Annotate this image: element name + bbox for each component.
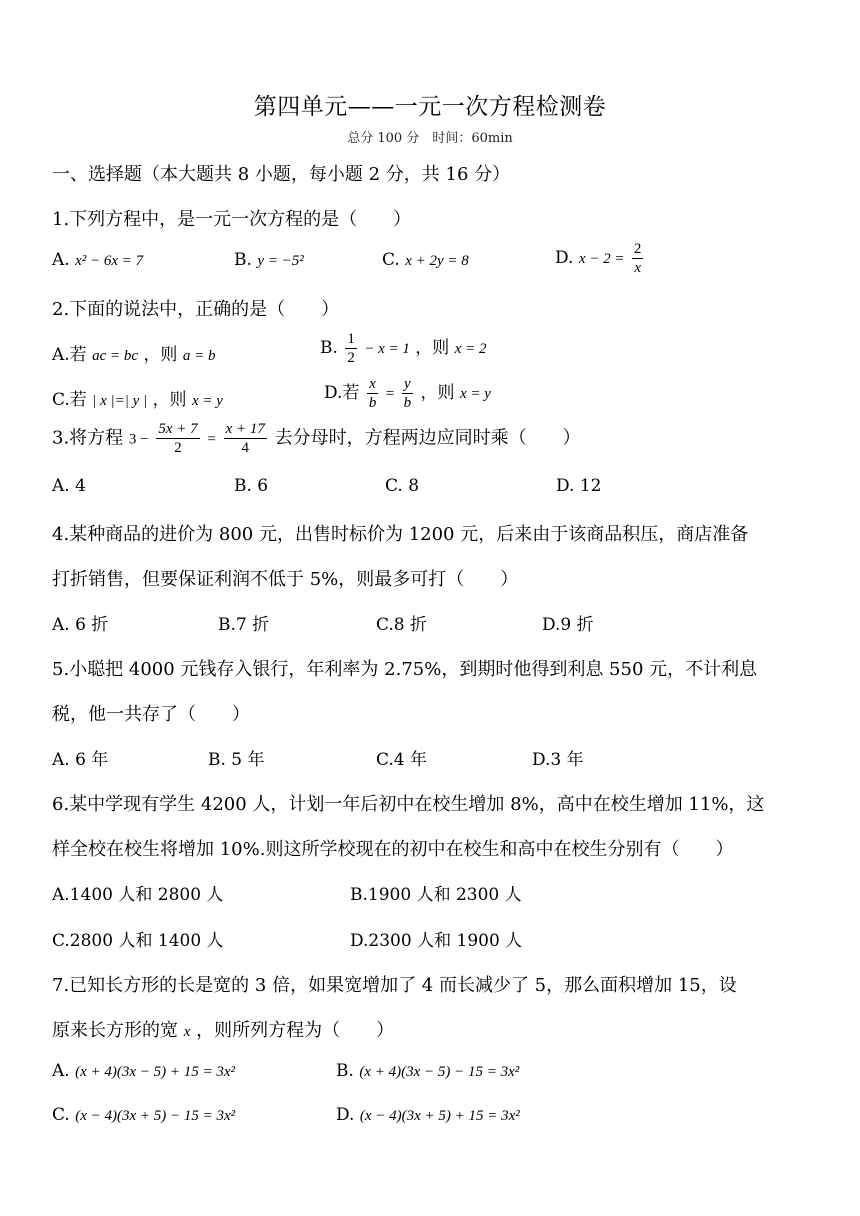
option-label: D.若 [324, 383, 360, 403]
q2-option-b-fraction [345, 330, 357, 367]
q2-option-a-result: a = b [182, 348, 216, 364]
q2-option-d-fraction-2 [402, 375, 414, 412]
q3-lead: 3 − [128, 431, 149, 448]
question-6-stem-line-1: 6.某中学现有学生 4200 人，计划一年后初中在校生增加 8%，高中在校生增加 11%，这 [52, 794, 765, 815]
page-title: 第四单元——一元一次方程检测卷 [253, 94, 607, 120]
q2-option-c-result: x = y [191, 393, 223, 409]
equals-sign: = [207, 431, 216, 448]
stem-prefix: 3.将方程 [52, 427, 124, 449]
q7-option-d [336, 1105, 520, 1125]
q6-option-b: B.1900 人和 2300 人 [350, 885, 522, 905]
equals-sign: = [385, 386, 395, 402]
denominator: 2 [347, 350, 355, 366]
denominator: b [403, 395, 412, 411]
q1-option-b [234, 250, 304, 270]
q3-option-c: C. 8 [385, 476, 420, 496]
variable-x: x [183, 1024, 191, 1040]
q7-option-c [52, 1105, 235, 1125]
then-label: ，则 [415, 338, 450, 358]
denominator: b [368, 395, 377, 411]
q5-option-a: A. 6 年 [52, 750, 109, 770]
q3-fraction-1 [156, 420, 199, 457]
question-4-stem-line-1: 4.某种商品的进价为 800 元，出售时标价为 1200 元，后来由于该商品积压，商店准备 [52, 524, 749, 545]
q2-option-c [52, 385, 223, 410]
question-7-stem-line-1: 7.已知长方形的长是宽的 3 倍，如果宽增加了 4 而长减少了 5，那么面积增加 15，设 [52, 975, 737, 996]
option-label: A. [52, 250, 70, 270]
numerator: 1 [347, 331, 355, 347]
q2-option-a [52, 340, 215, 365]
q6-option-a: A.1400 人和 2800 人 [52, 885, 224, 905]
q2-option-d [324, 375, 491, 412]
q4-option-b: B.7 折 [218, 615, 270, 635]
q7-option-b-math: (x + 4)(3x − 5) − 15 = 3x² [359, 1064, 520, 1080]
question-3-stem [52, 420, 581, 457]
option-label: B. [320, 338, 338, 358]
question-6-stem-line-2: 样全校在校生将增加 10%.则这所学校现在的初中在校生和高中在校生分别有（ ） [52, 839, 734, 860]
question-7-stem-line-2 [52, 1016, 394, 1042]
q6-option-d: D.2300 人和 1900 人 [350, 931, 523, 951]
q7-option-c-math: (x − 4)(3x + 5) − 15 = 3x² [75, 1108, 236, 1124]
q1-option-d-math: x − 2 = [578, 251, 625, 267]
option-label: C.若 [52, 390, 87, 410]
option-label: B. [234, 250, 252, 270]
q4-option-c: C.8 折 [376, 615, 428, 635]
option-label: C. [382, 250, 400, 270]
question-4-stem-line-2: 打折销售，但要保证利润不低于 5%，则最多可打（ ） [52, 569, 519, 590]
denominator: 4 [241, 440, 249, 456]
q2-option-d-result: x = y [459, 386, 491, 402]
denominator: x [634, 260, 641, 276]
numerator: x [367, 375, 379, 394]
q2-option-b-math: − x = 1 [364, 341, 410, 357]
option-label: D. [336, 1105, 355, 1125]
stem-suffix: ，则所列方程为（ ） [196, 1020, 395, 1041]
q7-option-b [336, 1061, 519, 1081]
then-label: ，则 [143, 345, 178, 365]
q5-option-c: C.4 年 [376, 750, 428, 770]
option-label: D. [555, 248, 574, 268]
page-subtitle: 总分 100 分 时间：60min [347, 131, 513, 146]
denominator: 2 [174, 440, 182, 456]
q2-option-b [320, 330, 486, 367]
question-1-stem: 1.下列方程中，是一元一次方程的是（ ） [52, 209, 412, 230]
q1-option-d [555, 240, 645, 277]
q3-option-d: D. 12 [556, 476, 602, 496]
stem-suffix: 去分母时，方程两边应同时乘（ ） [274, 427, 581, 449]
numerator: 5x + 7 [158, 421, 198, 437]
q2-option-a-math: ac = bc [92, 348, 139, 364]
stem-prefix: 原来长方形的宽 [52, 1020, 178, 1041]
q7-option-a-math: (x + 4)(3x − 5) + 15 = 3x² [75, 1064, 236, 1080]
q3-fraction-2 [224, 420, 267, 457]
question-5-stem-line-2: 税，他一共存了（ ） [52, 704, 250, 725]
q1-option-a [52, 250, 143, 270]
then-label: ，则 [152, 390, 187, 410]
q7-option-a [52, 1061, 235, 1081]
question-2-stem: 2.下面的说法中，正确的是（ ） [52, 299, 340, 320]
option-label: C. [52, 1105, 70, 1125]
q1-option-c [382, 250, 469, 270]
q3-option-a: A. 4 [52, 476, 86, 496]
q7-option-d-math: (x − 4)(3x + 5) + 15 = 3x² [359, 1108, 520, 1124]
q3-option-b: B. 6 [234, 476, 269, 496]
option-label: A. [52, 1061, 70, 1081]
q1-option-d-fraction [632, 240, 644, 277]
q2-option-b-result: x = 2 [454, 341, 487, 357]
q6-option-c: C.2800 人和 1400 人 [52, 931, 224, 951]
numerator: x + 17 [225, 421, 265, 437]
question-5-stem-line-1: 5.小聪把 4000 元钱存入银行，年利率为 2.75%，到期时他得到利息 550 元，不计利息 [52, 659, 758, 680]
q4-option-a: A. 6 折 [52, 615, 109, 635]
q5-option-b: B. 5 年 [208, 750, 265, 770]
numerator: y [402, 375, 414, 394]
q2-option-c-math: | x |=| y | [92, 393, 148, 409]
q1-option-a-math: x² − 6x = 7 [75, 253, 144, 269]
option-label: A.若 [52, 345, 87, 365]
numerator: 2 [633, 241, 642, 257]
q2-option-d-fraction-1 [367, 375, 379, 412]
q5-option-d: D.3 年 [532, 750, 584, 770]
section-heading: 一、选择题（本大题共 8 小题，每小题 2 分，共 16 分） [52, 164, 511, 185]
q1-option-b-math: y = −5² [257, 253, 304, 269]
q4-option-d: D.9 折 [542, 615, 594, 635]
option-label: B. [336, 1061, 354, 1081]
then-label: ，则 [420, 383, 455, 403]
q1-option-c-math: x + 2y = 8 [405, 253, 469, 269]
